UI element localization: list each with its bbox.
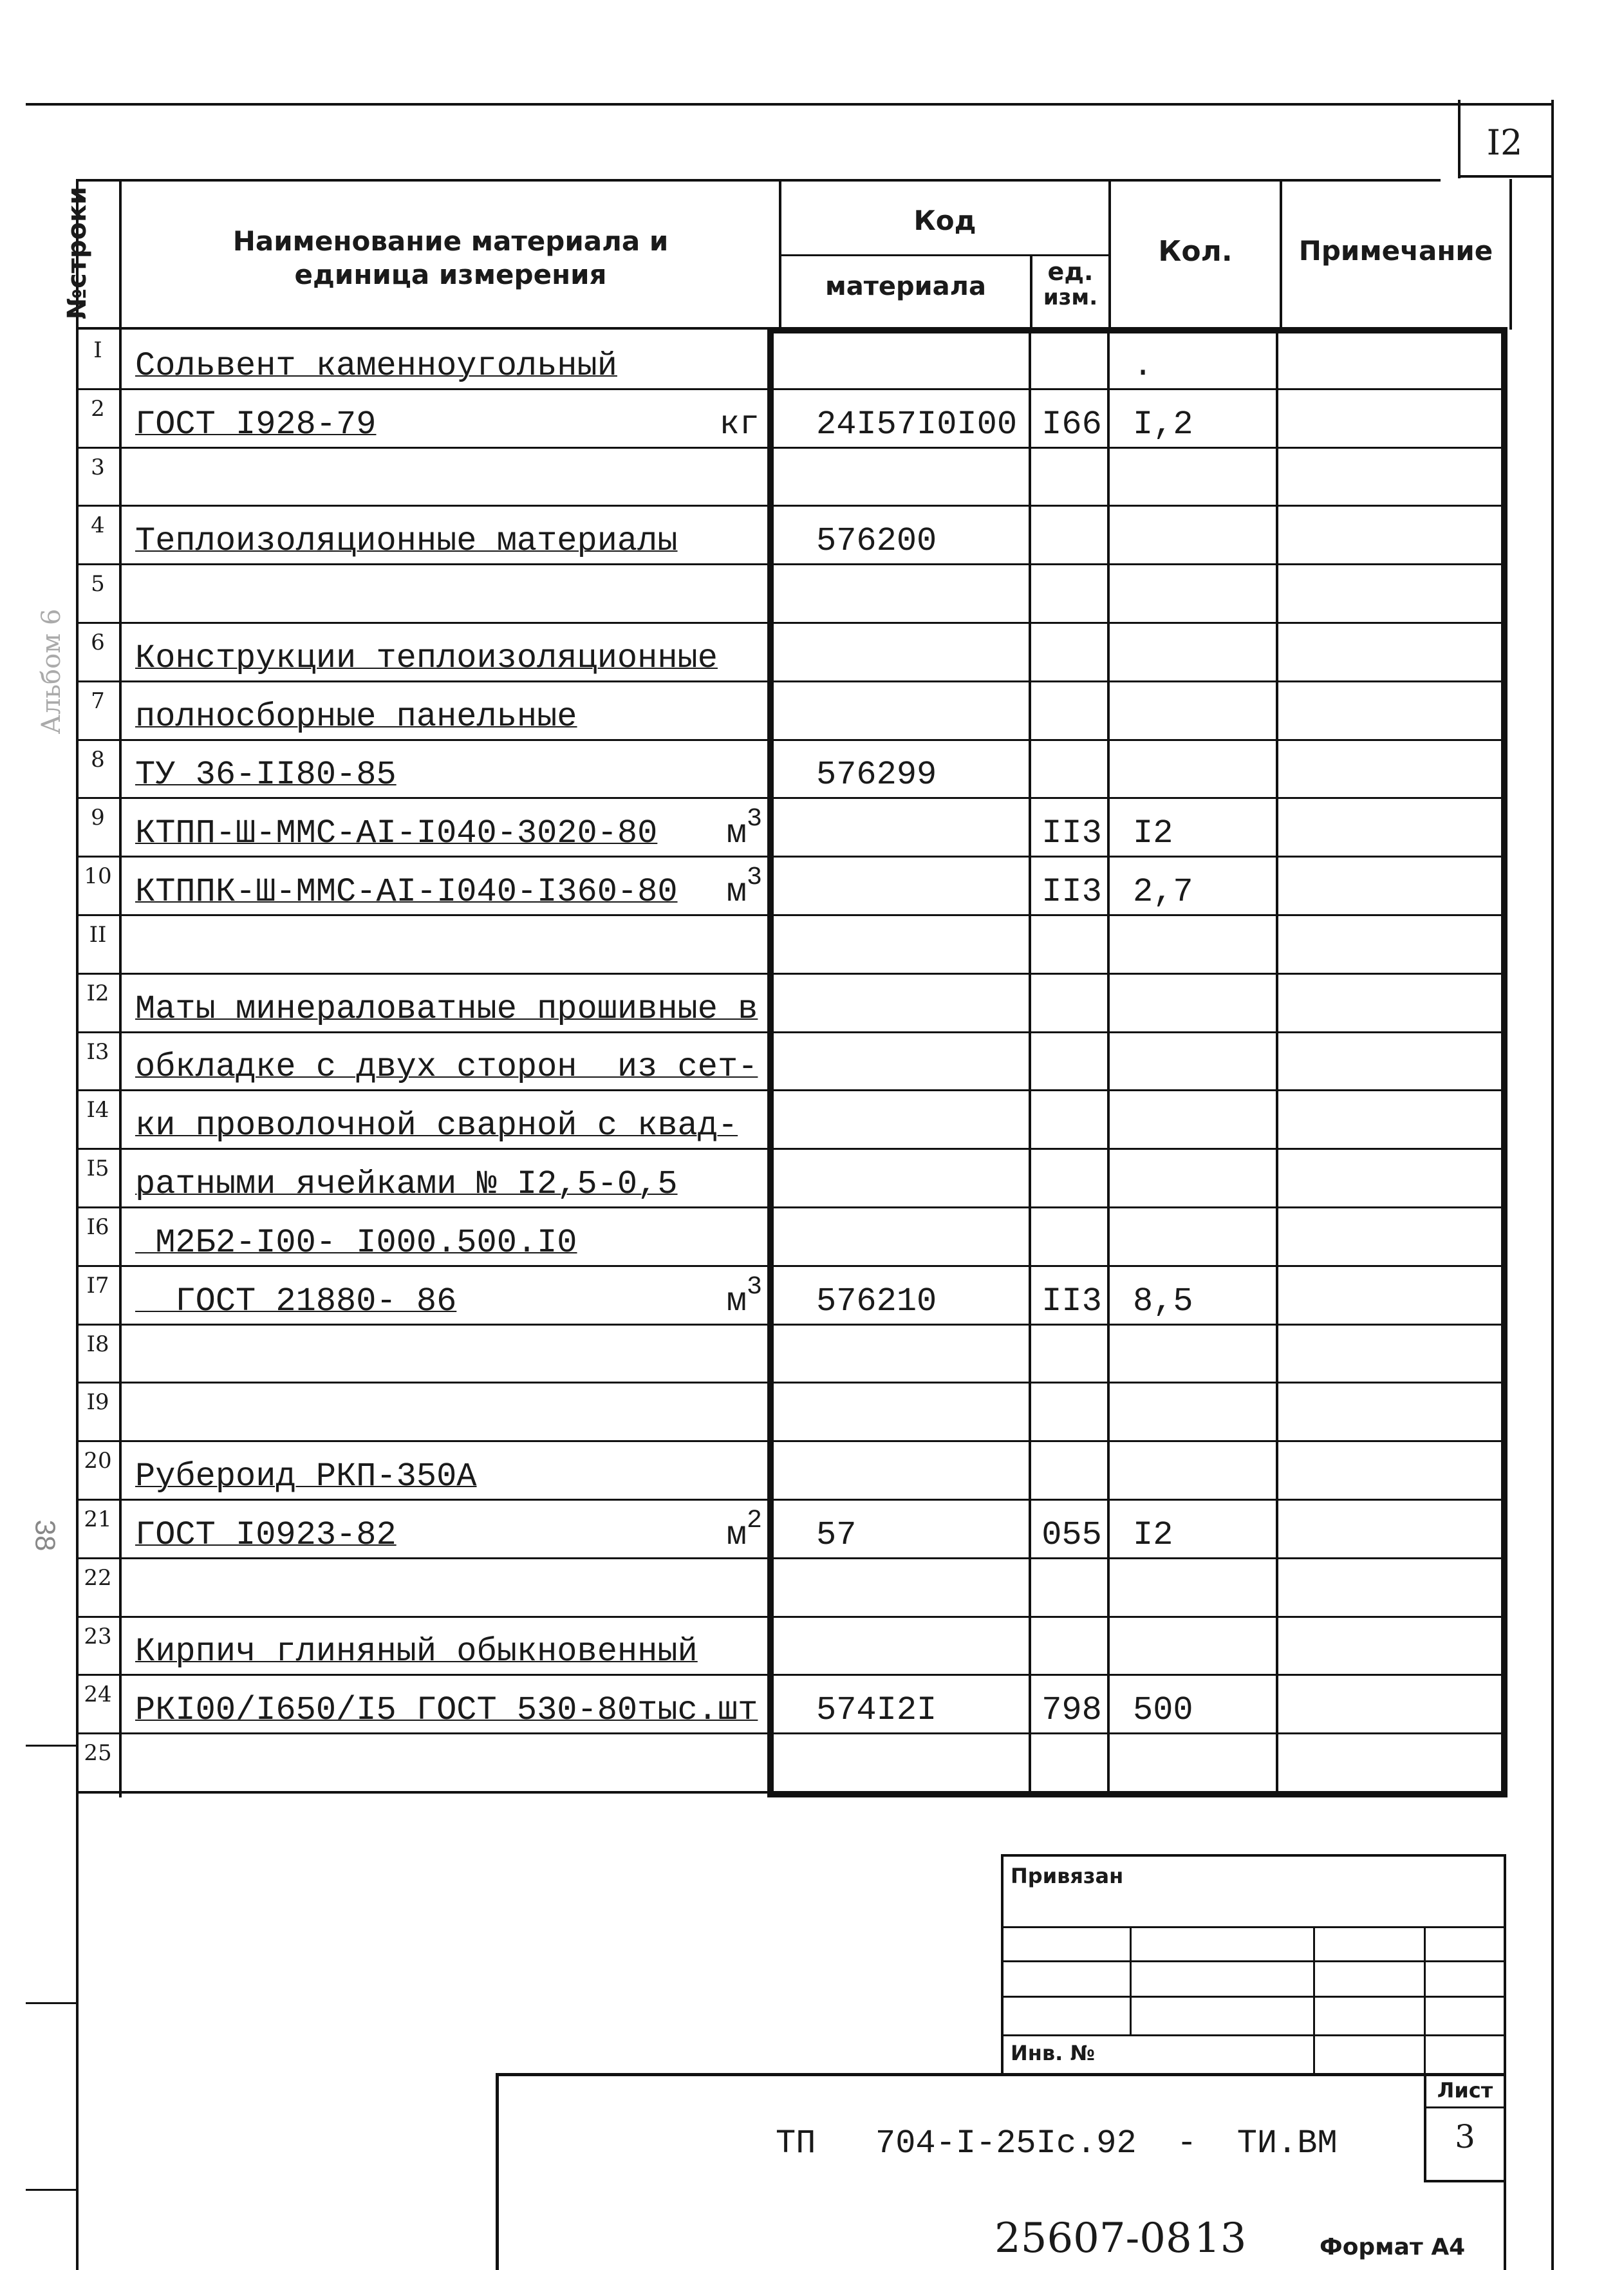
quantity: . [1133,347,1153,385]
album-label: Альбом 6 [37,608,66,735]
row-number: 9 [91,805,105,830]
row-number: I [93,337,102,363]
material-code: 576200 [816,522,937,560]
archive-number: 25607-08 [994,2215,1192,2262]
row-number: 24 [84,1682,112,1707]
quantity: I2 [1133,814,1173,852]
unit-code: II3 [1041,814,1102,852]
unit-code: 798 [1041,1691,1102,1729]
unit-code: II3 [1041,873,1102,911]
row-number: I9 [86,1389,109,1415]
material-name: ратными ячейками № I2,5-0,5 [135,1165,678,1203]
row-number: 7 [91,688,105,714]
row-number: 4 [91,512,105,538]
unit-code: 055 [1041,1516,1102,1554]
quantity-header: Кол. [1158,235,1233,268]
row-number: 22 [84,1565,112,1591]
quantity: 8,5 [1133,1282,1193,1320]
row-number: 25 [84,1740,112,1766]
material-name: ки проволочной сварной с квад- [135,1107,738,1145]
code-header: Код [913,205,976,236]
row-number: I6 [86,1214,109,1240]
material-name: Маты минераловатные прошивные в [135,990,758,1028]
side-mark: 38 [29,1519,61,1552]
material-name: М2Б2-I00- I000.500.I0 [135,1224,577,1262]
row-number-header: №строки [62,186,92,320]
sheet-number: 3 [1455,2118,1475,2155]
material-name: РКI00/I650/I5 ГОСТ 530-80тыс.шт [135,1691,758,1729]
row-number: 21 [84,1506,112,1532]
material-name: ГОСТ I928-79 [135,406,377,444]
material-name: ГОСТ I0923-82 [135,1516,397,1554]
row-number: I5 [86,1156,109,1181]
name-header-line1: Наименование материала и [232,225,669,257]
row-number: 23 [84,1624,112,1649]
material-code-header: материала [825,272,986,301]
unit-code: II3 [1041,1282,1102,1320]
material-name: ТУ 36-II80-85 [135,756,397,794]
material-code: 57 [816,1516,857,1554]
row-number: 8 [91,747,105,773]
unit: м [726,873,747,911]
row-number: 10 [84,863,112,889]
material-code: 24I57I0I00 [816,406,1018,444]
row-number: 20 [84,1448,112,1474]
material-name: Сольвент каменноугольный [135,347,617,385]
material-name: Теплоизоляционные материалы [135,522,678,560]
unit-code-header-line2: изм. [1043,285,1098,310]
material-name: Конструкции теплоизоляционные [135,639,718,677]
material-code: 576299 [816,756,937,794]
unit-exponent: 2 [747,1506,763,1535]
unit: кг [719,406,760,444]
material-name: Кирпич глиняный обыкновенный [135,1633,698,1671]
unit: м [726,1516,747,1554]
row-number: I2 [86,980,109,1006]
quantity: I2 [1133,1516,1173,1554]
material-name: полносборные панельные [135,698,577,736]
doc-prefix: ТП [776,2125,816,2162]
material-name: КТПП-Ш-ММС-АI-I040-3020-80 [135,814,658,852]
unit: м [726,814,747,852]
row-number: 3 [91,455,105,480]
row-number: 5 [91,571,105,597]
name-header-line2: единица измерения [294,259,607,290]
quantity: 500 [1133,1691,1193,1729]
row-number: 2 [91,396,105,422]
row-number: I3 [86,1039,109,1065]
material-name: Рубероид РКП-350А [135,1458,477,1496]
document-code: 704-I-25Ic.92 - ТИ.ВМ [875,2125,1338,2162]
note-header: Примечание [1298,235,1493,267]
unit-exponent: 3 [747,805,763,834]
unit: м [726,1282,747,1320]
format-label: Формат А4 [1320,2234,1466,2260]
quantity: I,2 [1133,406,1193,444]
quantity: 2,7 [1133,873,1193,911]
material-code: 576210 [816,1282,937,1320]
unit-exponent: 3 [747,1273,763,1302]
linked-label: Привязан [1011,1864,1124,1888]
material-code: 574I2I [816,1691,937,1729]
unit-code: I66 [1041,406,1102,444]
row-number: I7 [86,1273,109,1299]
inventory-number-label: Инв. № [1011,2041,1095,2065]
unit-code-header-line1: ед. [1047,258,1094,286]
sheet-label: Лист [1437,2078,1493,2103]
row-number: II [89,922,107,948]
archive-part: 13 [1194,2215,1247,2262]
row-number: 6 [91,630,105,655]
row-number: I4 [86,1097,109,1123]
unit-exponent: 3 [747,863,763,892]
material-name: КТППК-Ш-ММС-АI-I040-I360-80 [135,873,678,911]
material-name: ГОСТ 21880- 86 [135,1282,457,1320]
row-number: I8 [86,1331,109,1357]
page-number: I2 [1486,122,1523,163]
material-name: обкладке с двух сторон из сет- [135,1048,758,1086]
